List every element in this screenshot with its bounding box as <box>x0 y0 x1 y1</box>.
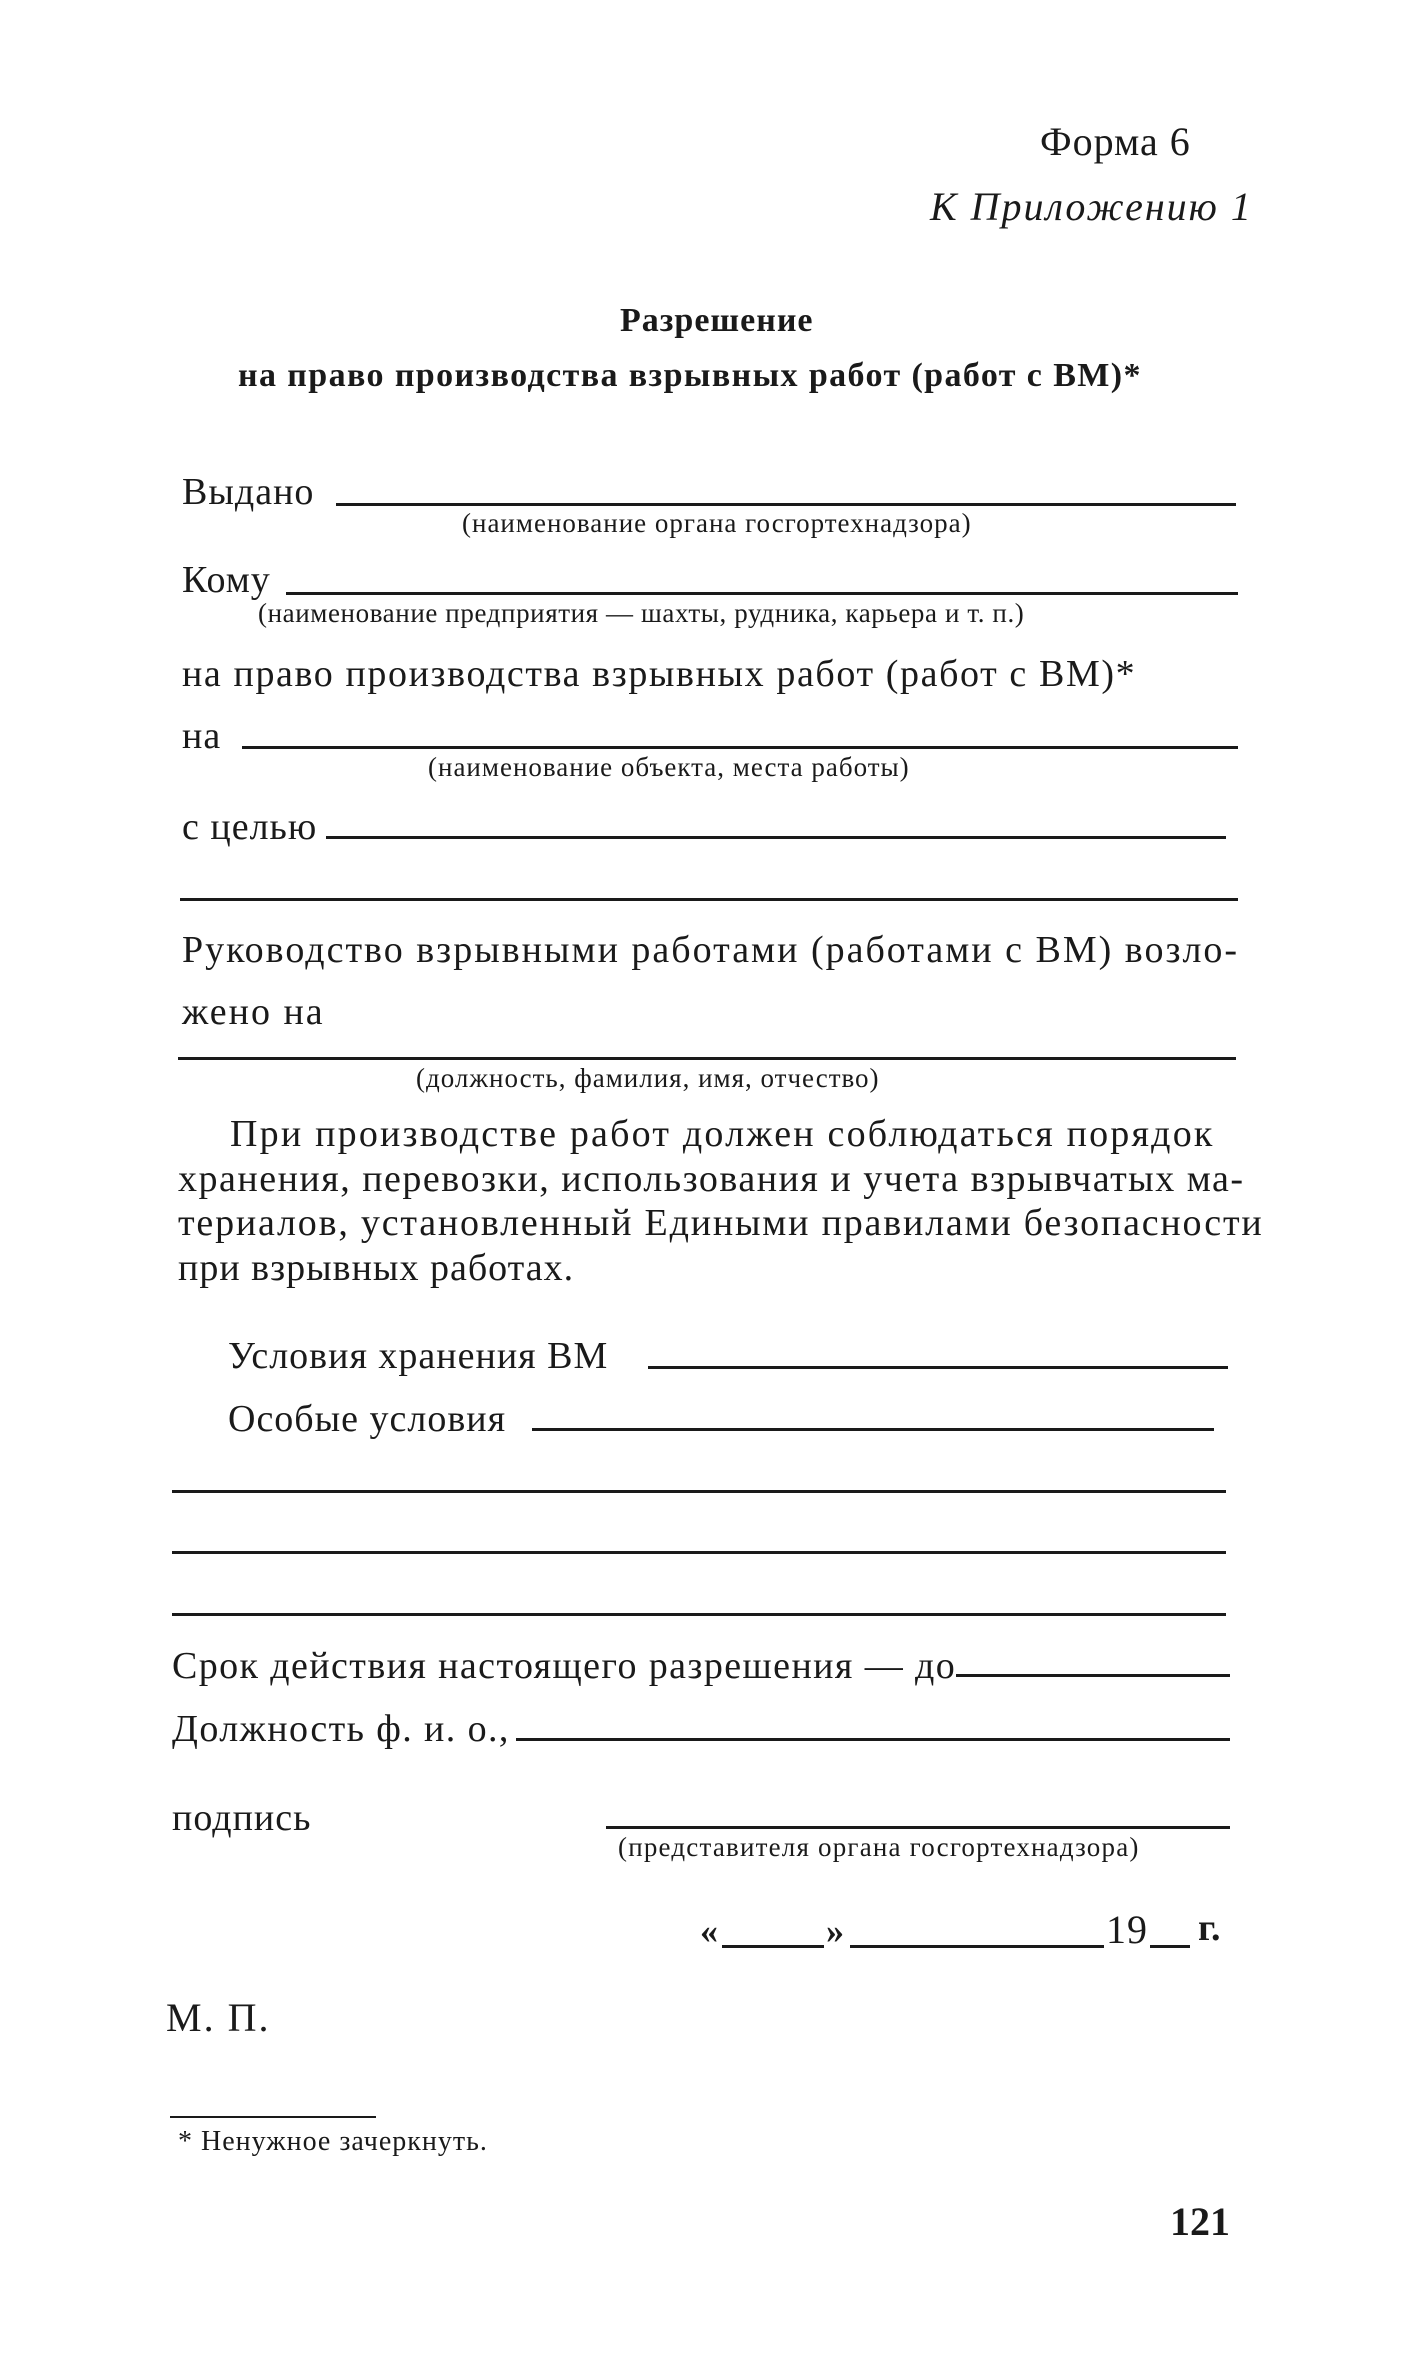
management-field-line[interactable] <box>178 1057 1236 1060</box>
position-name-line[interactable] <box>516 1738 1230 1741</box>
date-day-line[interactable] <box>722 1945 824 1948</box>
appendix-reference: К Приложению 1 <box>930 184 1253 229</box>
signature-label: подпись <box>172 1797 312 1839</box>
on-field-line[interactable] <box>242 746 1238 749</box>
special-conditions-extra-line-1[interactable] <box>172 1490 1226 1493</box>
on-caption: (наименование объекта, места работы) <box>428 752 910 782</box>
issued-caption: (наименование органа госгортехнадзора) <box>462 508 972 538</box>
date-year-line[interactable] <box>1150 1945 1190 1948</box>
signature-caption: (представителя органа госгортехнадзора) <box>618 1832 1140 1862</box>
to-caption: (наименование предприятия — шахты, рудника, карьера и т. п.) <box>258 598 1025 628</box>
form-number: Форма 6 <box>1040 119 1191 164</box>
validity-term-line[interactable] <box>956 1674 1230 1677</box>
storage-conditions-label: Условия хранения ВМ <box>228 1335 609 1377</box>
date-year-suffix: г. <box>1198 1907 1221 1949</box>
signature-line[interactable] <box>606 1826 1230 1829</box>
position-name-label: Должность ф. и. о., <box>172 1708 510 1750</box>
validity-term-label: Срок действия настоящего разрешения — до <box>172 1645 957 1687</box>
special-conditions-line[interactable] <box>532 1428 1214 1431</box>
footnote: * Ненужное зачеркнуть. <box>178 2126 488 2157</box>
management-text-line1: Руководство взрывными работами (работами с ВМ) возло- <box>182 929 1240 971</box>
purpose-field-line[interactable] <box>326 836 1226 839</box>
issued-field-line[interactable] <box>336 503 1236 506</box>
date-year-prefix: 19 <box>1106 1907 1148 1952</box>
stamp-label: М. П. <box>166 1995 271 2040</box>
document-subtitle: на право производства взрывных работ (работ с ВМ)* <box>238 357 1142 394</box>
storage-conditions-line[interactable] <box>648 1366 1228 1369</box>
date-open-quote: « <box>700 1911 718 1951</box>
date-month-line[interactable] <box>850 1945 1104 1948</box>
document-title: Разрешение <box>620 302 814 339</box>
to-field-line[interactable] <box>286 592 1238 595</box>
management-caption: (должность, фамилия, имя, отчество) <box>416 1063 880 1093</box>
issued-label: Выдано <box>182 471 315 513</box>
special-conditions-extra-line-2[interactable] <box>172 1551 1226 1554</box>
footnote-divider <box>170 2116 376 2118</box>
rules-line3: териалов, установленный Едиными правилами безопасности <box>178 1202 1264 1244</box>
special-conditions-extra-line-3[interactable] <box>172 1613 1226 1616</box>
rules-line4: при взрывных работах. <box>178 1247 575 1289</box>
on-label: на <box>182 715 222 757</box>
date-close-quote: » <box>826 1911 844 1951</box>
rules-line1: При производстве работ должен соблюдаться порядок <box>230 1113 1215 1155</box>
right-statement: на право производства взрывных работ (работ с ВМ)* <box>182 653 1137 695</box>
purpose-label: с целью <box>182 806 318 848</box>
purpose-extra-line[interactable] <box>180 898 1238 901</box>
rules-line2: хранения, перевозки, использования и учета взрывчатых ма- <box>178 1158 1245 1200</box>
special-conditions-label: Особые условия <box>228 1398 507 1440</box>
to-label: Кому <box>182 559 271 601</box>
management-text-line2: жено на <box>182 991 325 1033</box>
page-number: 121 <box>1170 2199 1230 2244</box>
